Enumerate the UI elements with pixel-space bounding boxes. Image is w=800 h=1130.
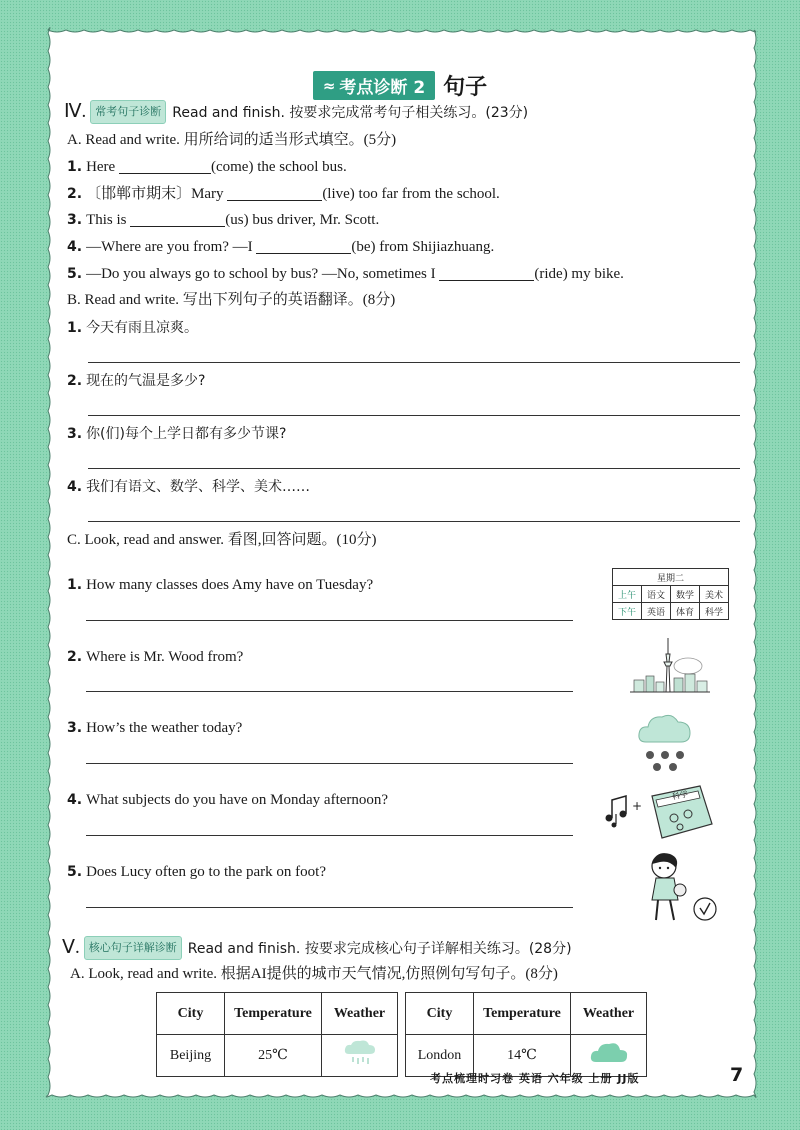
part4-tag: 常考句子诊断 [90,100,166,124]
item-text-after: (ride) my bike. [534,266,624,282]
item-text-after: (come) the school bus. [210,159,347,175]
item-number: 4. [67,792,83,808]
item-text: How’s the weather today? [86,720,243,736]
book-label: 科学 [671,789,689,802]
fill-item-3 [67,210,379,230]
tuesday-timetable [612,568,729,620]
timetable-cell: 英语 [642,603,671,620]
part4-c-heading: C. Look, read and answer. 看图,回答问题。(10分) [67,532,377,548]
item-text-before: —Where are you from? —I [86,239,257,255]
item-text-before: Here [86,159,119,175]
part5-roman: Ⅴ. [62,937,80,958]
answer-line[interactable] [88,362,740,363]
item-text: 我们有语文、数学、科学、美术…… [86,479,311,495]
table-gap [398,993,406,1035]
answer-line[interactable] [86,763,573,764]
part4-a-heading: A. Read and write. 用所给词的适当形式填空。(5分) [67,132,397,148]
answer-line[interactable] [88,468,740,469]
part4-roman: Ⅳ. [64,101,87,122]
answer-blank[interactable] [256,238,351,254]
timetable-cell: 体育 [671,603,700,620]
part5-instruction: Read and finish. 按要求完成核心句子详解相关练习。(28分) [187,941,572,957]
timetable-cell: 数学 [671,586,700,603]
table-header: Weather [571,993,647,1035]
timetable-cell: 科学 [700,603,729,620]
part4-header [64,100,528,124]
answer-line[interactable] [88,415,740,416]
translate-item-4 [67,477,310,497]
item-text-before: This is [86,212,131,228]
part5-tag: 核心句子详解诊断 [84,936,182,960]
table-header: Temperature [225,993,322,1035]
section-tag [313,71,435,100]
answer-blank[interactable] [227,185,322,201]
answer-line[interactable] [86,691,573,692]
answer-line[interactable] [88,521,740,522]
answer-blank[interactable] [119,158,211,174]
timetable-title: 星期二 [613,569,729,586]
item-text-before: 〔邯郸市期末〕Mary [86,186,228,202]
cloud-snow-icon [636,708,694,774]
translate-item-2 [67,371,206,391]
item-text-after: (us) bus driver, Mr. Scott. [225,212,380,228]
item-number: 3. [67,426,83,442]
section-tag-label: 考点诊断 2 [339,78,426,98]
look-item-1 [67,575,373,595]
look-item-4 [67,790,388,810]
answer-blank[interactable] [130,211,225,227]
fill-item-5 [67,264,624,284]
table-header: Temperature [474,993,571,1035]
fill-item-2 [67,184,500,204]
music-notes-icon [602,790,642,830]
item-number: 3. [67,720,83,736]
timetable-row-label: 下午 [613,603,642,620]
table-cell-city: London [406,1035,474,1077]
item-number: 5. [67,266,83,282]
item-text: 今天有雨且凉爽。 [86,320,199,336]
footer-text: 考点梳理时习卷 英语 六年级 上册 JJ版 [430,1072,640,1085]
item-number: 1. [67,577,83,593]
table-cell-city: Beijing [157,1035,225,1077]
timetable-row-label: 上午 [613,586,642,603]
item-number: 4. [67,479,83,495]
table-cell-temperature: 14℃ [474,1035,571,1077]
item-text: 你(们)每个上学日都有多少节课? [86,426,287,442]
section-banner [0,70,800,101]
table-header: City [406,993,474,1035]
part4-instruction: Read and finish. 按要求完成常考句子相关练习。(23分) [172,105,529,121]
city-weather-table [156,992,647,1077]
fill-item-4 [67,237,494,257]
section-title: 句子 [443,75,488,100]
table-header: Weather [322,993,398,1035]
page-number: 7 [730,1064,744,1086]
part5-header [62,936,572,960]
timetable-cell: 美术 [700,586,729,603]
item-text-after: (be) from Shijiazhuang. [351,239,495,255]
fill-item-1 [67,157,347,177]
item-text-before: —Do you always go to school by bus? —No, sometimes I [86,266,440,282]
wave-icon: ≈ [322,76,336,95]
city-skyline-icon [630,636,710,694]
item-number: 2. [67,186,83,202]
table-cell-temperature: 25℃ [225,1035,322,1077]
part5-a-heading: A. Look, read and write. 根据AI提供的城市天气情况,仿照例句写句子。(8分) [70,966,558,982]
item-text-after: (live) too far from the school. [322,186,500,202]
item-number: 2. [67,373,83,389]
girl-walking-icon [640,848,692,926]
item-text: Where is Mr. Wood from? [86,649,244,665]
item-number: 1. [67,159,83,175]
item-number: 5. [67,864,83,880]
translate-item-1 [67,318,198,338]
checkmark-icon [692,896,718,922]
answer-line[interactable] [86,907,573,908]
table-cell-weather [322,1035,398,1077]
item-number: 3. [67,212,83,228]
table-header: City [157,993,225,1035]
table-gap [398,1035,406,1077]
item-number: 2. [67,649,83,665]
item-text: 现在的气温是多少? [86,373,206,389]
item-number: 4. [67,239,83,255]
svg-text:+: + [632,799,642,813]
item-text: What subjects do you have on Monday afternoon? [86,792,389,808]
look-item-3 [67,718,242,738]
answer-blank[interactable] [439,265,534,281]
timetable-cell: 语文 [642,586,671,603]
answer-line[interactable] [86,835,573,836]
item-text: Does Lucy often go to the park on foot? [86,864,326,880]
rain-cloud-icon [343,1039,377,1067]
item-text: How many classes does Amy have on Tuesday? [86,577,374,593]
part4-b-heading: B. Read and write. 写出下列句子的英语翻译。(8分) [67,292,396,308]
look-item-2 [67,647,243,667]
item-number: 1. [67,320,83,336]
look-item-5 [67,862,326,882]
answer-line[interactable] [86,620,573,621]
cloud-icon [589,1040,629,1066]
translate-item-3 [67,424,286,444]
